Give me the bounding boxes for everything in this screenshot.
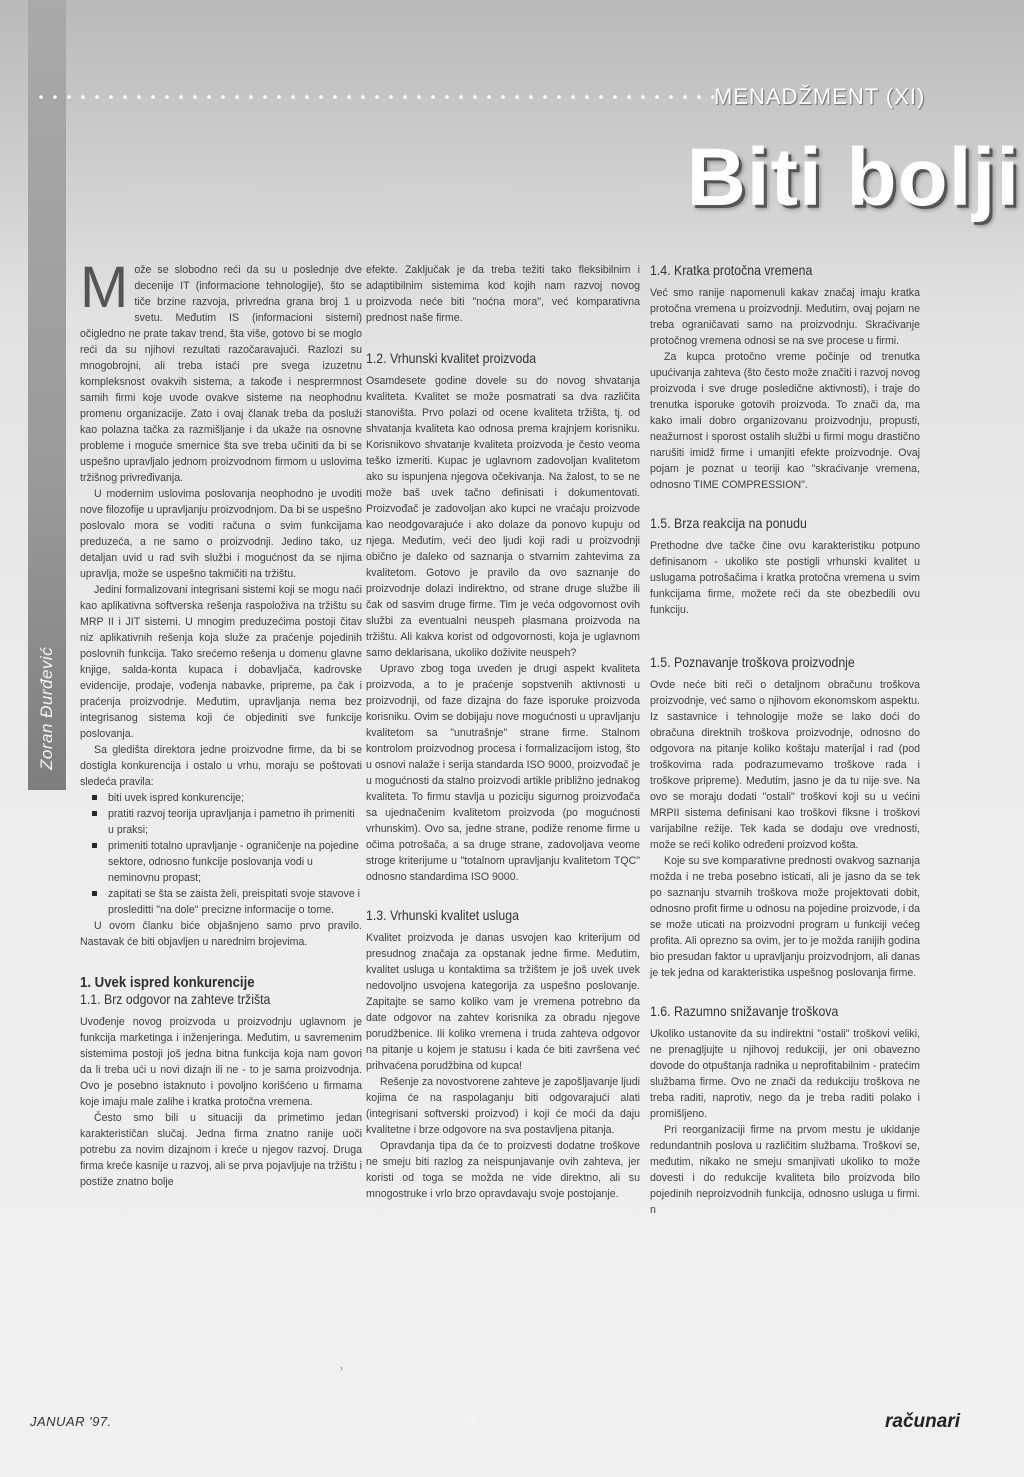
intro-text: ože se slobodno reći da su u poslednje dve decenije IT (informacione tehnologije), što se tiče brzine razvoja, privredna grana broj 1 u svetu. Međutim IS (informacioni sistemi) očigledno ne prate takav trend, šta više, gotovo bi se moglo reći da su njihovi rezultati razočaravajući. Razlozi su mnogobrojni, ali treba istaći pre svega izuzetnu kompleksnost ovakvih sistema, a takođe i nesprermnost samih firmi koje uvode ovakve sisteme na neophodnu promenu organizacije. Zato i ovaj članak treba da posluži kao polazna tačka za razmišljanje i da ukaže na osnovne probleme i moguće smernice šta sve treba učiniti da bi se uspešno upravljalo jednom proizvodnom firmom u uslovima tržišnog privređivanja. [80, 264, 362, 484]
paragraph: Uvođenje novog proizvoda u proizvodnju uglavnom je funkcija marketinga i inženjeringa. Međutim, u savremenim sistemima postoji još jedna bitna funkcija koja nam govori da li treba ući u novi dizajn ili ne - to je sama proizvodnja. Ovo je posebno istaknuto i povoljno korišćeno u firmama koje imaju male zalihe i kratka protočna vremena. [80, 1016, 362, 1108]
paragraph: U modernim uslovima poslovanja neophodno je uvoditi nove filozofije u upravljanju proizvodnjom. Da bi se uspešno poslovalo mora se voditi računa o svim funkcijama preduzeća, a ne samo o proizvodnji. Jedino tako, uz detaljan uvid u rad svih službi i mogućnost da se njima upravlja, može se uspešno takmičiti na tržištu. [80, 488, 362, 580]
column-3 [650, 262, 920, 1218]
heading-1-2: 1.2. Vrhunski kvalitet proizvoda [366, 350, 537, 366]
paragraph: Kvalitet proizvoda je danas usvojen kao kriterijum od presudnog značaja za opstanak jedne firme. Međutim, kvalitet usluga u kontaktima sa tržištem je još uvek uvek nedovoljno usvojena kategorija za uspešno poslovanje. Zapitajte se samo koliko vam je vremena potrebno da date odgovor na zahtev korisnika za obradu njegove porudžbenice. Ili koliko vremena i truda zahteva odgovor na pitanje u kojem je statusu i kada će biti završena već prihvaćena porudžbina od kupca! [366, 932, 640, 1072]
section-title: MENADŽMENT (XI) [714, 84, 926, 109]
paragraph: U ovom članku biće objašnjeno samo prvo pravilo. Nastavak će biti objavljen u narednim brojevima. [80, 920, 362, 948]
heading-1-3: 1.3. Vrhunski kvalitet usluga [366, 907, 519, 923]
list-item: biti uvek ispred konkurencije; [108, 790, 362, 806]
article-headline: Biti bolji [686, 132, 1020, 223]
heading-1-4: 1.4. Kratka protočna vremena [650, 262, 813, 278]
paragraph: Ovde neće biti reči o detaljnom obračunu troškova proizvodnje, već samo o njihovom ekonomskom aspektu. Iz sastavnice i tehnologije može se lako doći do obračuna direktnih troškova proizvodnje, odnosno do odgovora na pitanje koliko koštaju materijal i rad (pod troškovima rada podrazumevamo troškove rada i troškove pripreme). Međutim, jasno je da tu nije sve. Na ovo se moraju dodati "ostali" troškovi koji su u većini MRPII sistema definisani kao troškovi fiksne i troškovi varijabilne režije. Tek kada se dodaju ove vrednosti, može se reći koliko određeni proizvod košta. [650, 679, 920, 851]
paragraph: Koje su sve komparativne prednosti ovakvog saznanja možda i ne treba posebno isticati, ali je jasno da se tek po saznanju stvarnih troškova može projektovati dobit, odnosno profit firme u odnosu na pojedine proizvode, i da se može uticati na proizvodni program u funkciji većeg profita. Ali oprezno sa ovim, jer to je možda ranijih godina bio presudan faktor u upravljanju proizvodnjom, ali danas je tek jedna od karakteristika uspešnog poslovanja firme. [650, 855, 920, 979]
list-item: pratiti razvoj teorija upravljanja i pametno ih primeniti u praksi; [108, 806, 362, 838]
paragraph: Jedini formalizovani integrisani sistemi koji se mogu naći kao aplikativna softverska rešenja raspoloživa na tržištu su MRP II i JIT sistemi. U mnogim preduzećima postoji čitav niz aplikativnih rešenja koja služe za praćenje pojedinih poslovnih funkcija. Tako srećemo rešenja u domenu glavne knjige, salda-konta kupaca i dobavljača, kadrovske evidencije, prodaje, vođenja nabavke, pripreme, pa čak i praćenja proizvodnje. Međutim, upravljanja nema bez integrisanog sistema koji će objediniti sve funkcije poslovanja. [80, 584, 362, 740]
dotted-rule [34, 95, 714, 99]
rules-list [80, 790, 362, 918]
author-name: Zoran Đurđević [37, 646, 56, 770]
paragraph: Osamdesete godine dovele su do novog shvatanja kvaliteta. Kvalitet se može posmatrati sa dva različita stanovišta. Prvo polazi od ocene kvaliteta tržišta, tj. od shvatanja kvaliteta kao odnosa prema krajnjem korisniku. Korisnikovo shvatanje kvaliteta proizvoda je često veoma teško izmeriti. Kupac je uglavnom zadovoljan kvalitetom ako su ispunjena njegova očekivanja. Na žalost, to se ne može baš uvek tačno definisati i dokumentovati. Proizvođač je zadovoljan ako kupci ne vraćaju proizvode kao neodgovarajuće i ako dolaze da ponovo kupuju od njega. Međutim, veći deo ljudi koji radi u proizvodnji obično je daleko od saznanja o stvarnim zahtevima za kvalitetom. Gotovo je pravilo da ovo saznanje do proizvodnje dolazi indirektno, od strane druge službe ili čak od sasvim druge firme. Tim je veća odgovornost ovih službi za eventualni neuspeh plasmana proizvoda na tržištu. Ali kakva korist od odgovornosti, koja je uglavnom samo deklarisana, ukoliko doživite neuspeh? [366, 375, 640, 659]
intro-paragraph [80, 255, 362, 486]
paragraph: Prethodne dve tačke čine ovu karakteristiku potpuno definisanom - ukoliko ste postigli vrhunski kvalitet u uslugama potrošačima i kratka protočna vremena u svim funkcijama firme, možete reći da ste obezbedili ovu funkciju. [650, 540, 920, 616]
heading-1-6: 1.6. Razumno snižavanje troškova [650, 1003, 839, 1019]
paragraph: efekte. Zaključak je da treba težiti tako fleksibilnim i adaptibilnim sistemima kod kojih nam razvoj novog proizvoda neće biti "noćna mora", već komparativna prednost naše firme. [366, 264, 640, 324]
page-number: - 79 - [453, 1414, 487, 1430]
paragraph: Za kupca protočno vreme počinje od trenutka upućivanja zahteva (što često može značiti i razvoj novog proizvoda i sve druge posledične aktivnosti), i traje do trenutka isporuke gotovih proizvoda. To znači da, ma kako imali dobro organizovanu proizvodnju, propusti, neažurnost i sporost ostalih službi u firmi mogu drastično narušiti imidž firme i umanjiti efekte proizvodnje. Ovaj pojam je poznat u teoriji kao "skraćivanje vremena, odnosno TIME COMPRESSION". [650, 351, 920, 491]
drop-cap: M [80, 255, 129, 320]
paragraph: Već smo ranije napomenuli kakav značaj imaju kratka protočna vremena u proizvodnji. Međutim, ovaj pojam ne treba ograničavati samo na proizvodnju. Skraćivanje protočnog vremena odnosi se na sve procese u firmi. [650, 287, 920, 347]
paragraph: Pri reorganizaciji firme na prvom mestu je ukidanje redundantnih poslova u različitim službama. Troškovi se, međutim, nikako ne smeju smanjivati ukoliko to može dovesti i do redukcije kvaliteta bilo proizvoda bilo pojedinih neproizvodnih funkcija, odnosno usluga u firmi. n [650, 1124, 920, 1216]
continue-arrow-icon: › [340, 1363, 343, 1373]
column-1 [80, 255, 362, 1190]
issue-date: JANUAR '97. [30, 1414, 112, 1429]
magazine-brand: računari [885, 1411, 960, 1432]
paragraph: Često smo bili u situaciji da primetimo jedan karakterističan slučaj. Jedna firma znatno ranije uoči potrebu za novim dizajnom i kreće u njegov razvoj. Druga firma kreće kasnije u razvoj, ali se prva pojavljuje na tržištu i postiže znatno bolje [80, 1112, 362, 1188]
paragraph: Opravdanja tipa da će to proizvesti dodatne troškove ne smeju biti razlog za neispunjavanje ovih zahteva, jer koristi od toga se možda ne vide direktno, ali su mnogostruke i vrlo brzo opravdavaju svoje postojanje. [366, 1140, 640, 1200]
heading-1-5-a: 1.5. Brza reakcija na ponudu [650, 515, 807, 531]
paragraph: Rešenje za novostvorene zahteve je zapošljavanje ljudi kojima će na raspolaganju biti odgovarajući alati (integrisani softverski proizvod) i koji će moći da daju kvalitetne i brze odgovore na sva postavljena pitanja. [366, 1076, 640, 1136]
heading-sub: 1.1. Brz odgovor na zahteve tržišta [80, 991, 271, 1007]
list-item: primeniti totalno upravljanje - ograničenje na pojedine sektore, odnosno funkcije poslovanja vodi u neminovnu propast; [108, 838, 362, 886]
list-item: zapitati se šta se zaista želi, preispitati svoje stavove i prosleditti "na dole" precizne informacije o tome. [108, 888, 361, 916]
paragraph: Sa gledišta direktora jedne proizvodne firme, da bi se dostigla konkurencija i ostalo u vrhu, moraju se poštovati sledeća pravila: [80, 744, 362, 788]
paragraph: Upravo zbog toga uveden je drugi aspekt kvaliteta proizvoda, a to je praćenje sopstvenih aktivnosti u proizvodnji, od faze dizajna do faze isporuke proizvoda korisniku. Ovim se dobijaju nove mogućnosti u upravljanju kvalitetom sa "unutrašnje" strane firme. Stalnom kontrolom proizvodnog procesa i formalizacijom istog, što u osnovi nalaže i serija standarda ISO 9000, proizvođač je u mogućnosti da stalno proizvodi artikle približno jednakog kvaliteta. To firmu stavlja u poziciju sigurnog proizvođača sa ujednačenim kvalitetom proizvoda (po mogućnosti vrhunskim). Ovo sa, jedne strane, podiže renome firme u očima potrošača, a sa druge strane, zadovoljava veome stroge kriterijume u "totalnom upravljanju kvalitetom TQC" odnosno standardima ISO 9000. [366, 663, 640, 883]
heading-main: 1. Uvek ispred konkurencije [80, 974, 255, 991]
column-2 [366, 262, 640, 1202]
paragraph: Ukoliko ustanovite da su indirektni "ostali" troškovi veliki, ne prenagljujte u njihovoj redukciji, jer oni obavezno dovode do otpuštanja radnika u neprofitabilnim - pratećim službama firme. Ovo ne znači da redukciju troškova ne treba raditi, naprotiv, nego da je treba raditi polako i promišljeno. [650, 1028, 920, 1120]
heading-1-5-b: 1.5. Poznavanje troškova proizvodnje [650, 654, 855, 670]
